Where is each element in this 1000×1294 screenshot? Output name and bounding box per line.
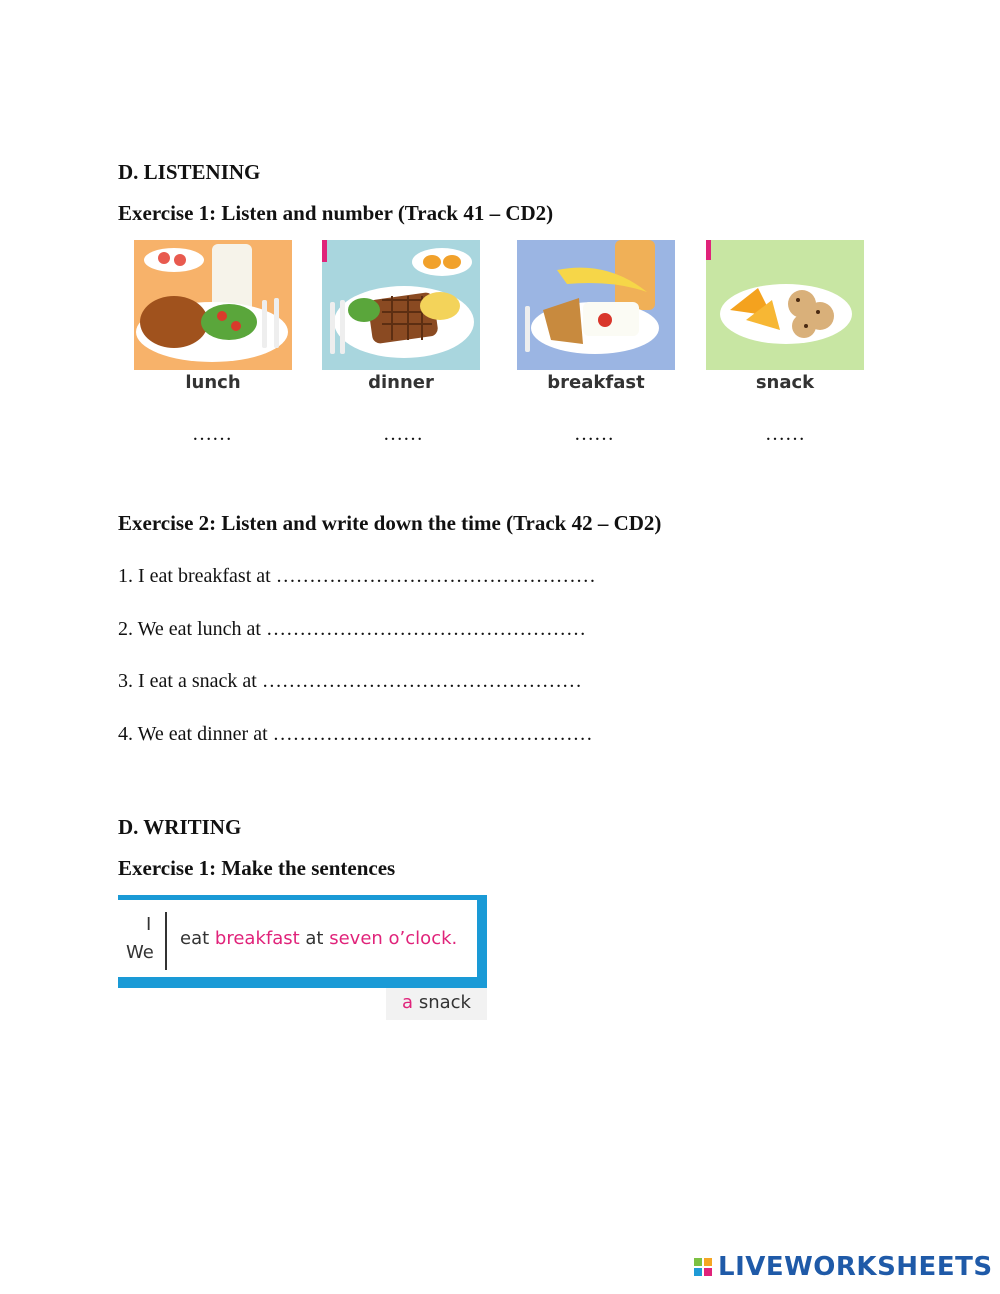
answer-blank-lunch[interactable]: …… [192, 423, 232, 445]
pattern-meal: breakfast [214, 928, 300, 949]
time-sentence-2[interactable]: 2. We eat lunch at ………………………………………… [118, 618, 586, 640]
pattern-time: seven o’clock. [329, 928, 458, 949]
listening-exercise-2-title: Exercise 2: Listen and write down the time (Track 42 – CD2) [118, 511, 662, 535]
dinner-picture [322, 240, 480, 370]
logo-square-icon [694, 1268, 702, 1276]
writing-exercise-1-title: Exercise 1: Make the sentences [118, 856, 396, 880]
pronoun-i: I [146, 914, 152, 935]
breakfast-picture [517, 240, 675, 370]
time-sentence-4[interactable]: 4. We eat dinner at ………………………………………… [118, 723, 593, 745]
listening-heading: D. LISTENING [118, 160, 261, 184]
listening-exercise-1-title: Exercise 1: Listen and number (Track 41 – CD2) [118, 201, 554, 225]
table-body [118, 900, 477, 977]
food-card-breakfast [517, 240, 675, 395]
extra-article: a [402, 992, 414, 1013]
food-card-dinner [322, 240, 480, 395]
logo-square-icon [704, 1268, 712, 1276]
food-label-lunch: lunch [185, 372, 241, 393]
extra-word: snack [418, 992, 471, 1013]
snack-picture [706, 240, 864, 370]
table-divider [165, 912, 167, 970]
answer-blank-dinner[interactable]: …… [383, 423, 423, 445]
logo-text: LIVEWORKSHEETS [718, 1252, 993, 1282]
time-sentence-1[interactable]: 1. I eat breakfast at ………………………………………… [118, 565, 596, 587]
logo-square-icon [704, 1258, 712, 1266]
food-card-lunch [134, 240, 292, 395]
sentence-pattern-table [118, 895, 487, 1020]
pattern-prep: at [305, 928, 324, 949]
writing-heading: D. WRITING [118, 815, 242, 839]
answer-blank-snack[interactable]: …… [765, 423, 805, 445]
logo-square-icon [694, 1258, 702, 1266]
food-card-snack [706, 240, 864, 395]
lunch-picture [134, 240, 292, 370]
time-sentence-3[interactable]: 3. I eat a snack at ………………………………………… [118, 670, 582, 692]
pattern-sentence [180, 928, 457, 949]
liveworksheets-logo [692, 1252, 992, 1288]
pattern-verb: eat [180, 928, 210, 949]
pronoun-we: We [126, 942, 154, 963]
food-label-dinner: dinner [368, 372, 434, 393]
extra-option-snack [386, 988, 487, 1020]
answer-blank-breakfast[interactable]: …… [574, 423, 614, 445]
food-label-snack: snack [755, 372, 815, 393]
food-label-breakfast: breakfast [547, 372, 645, 393]
